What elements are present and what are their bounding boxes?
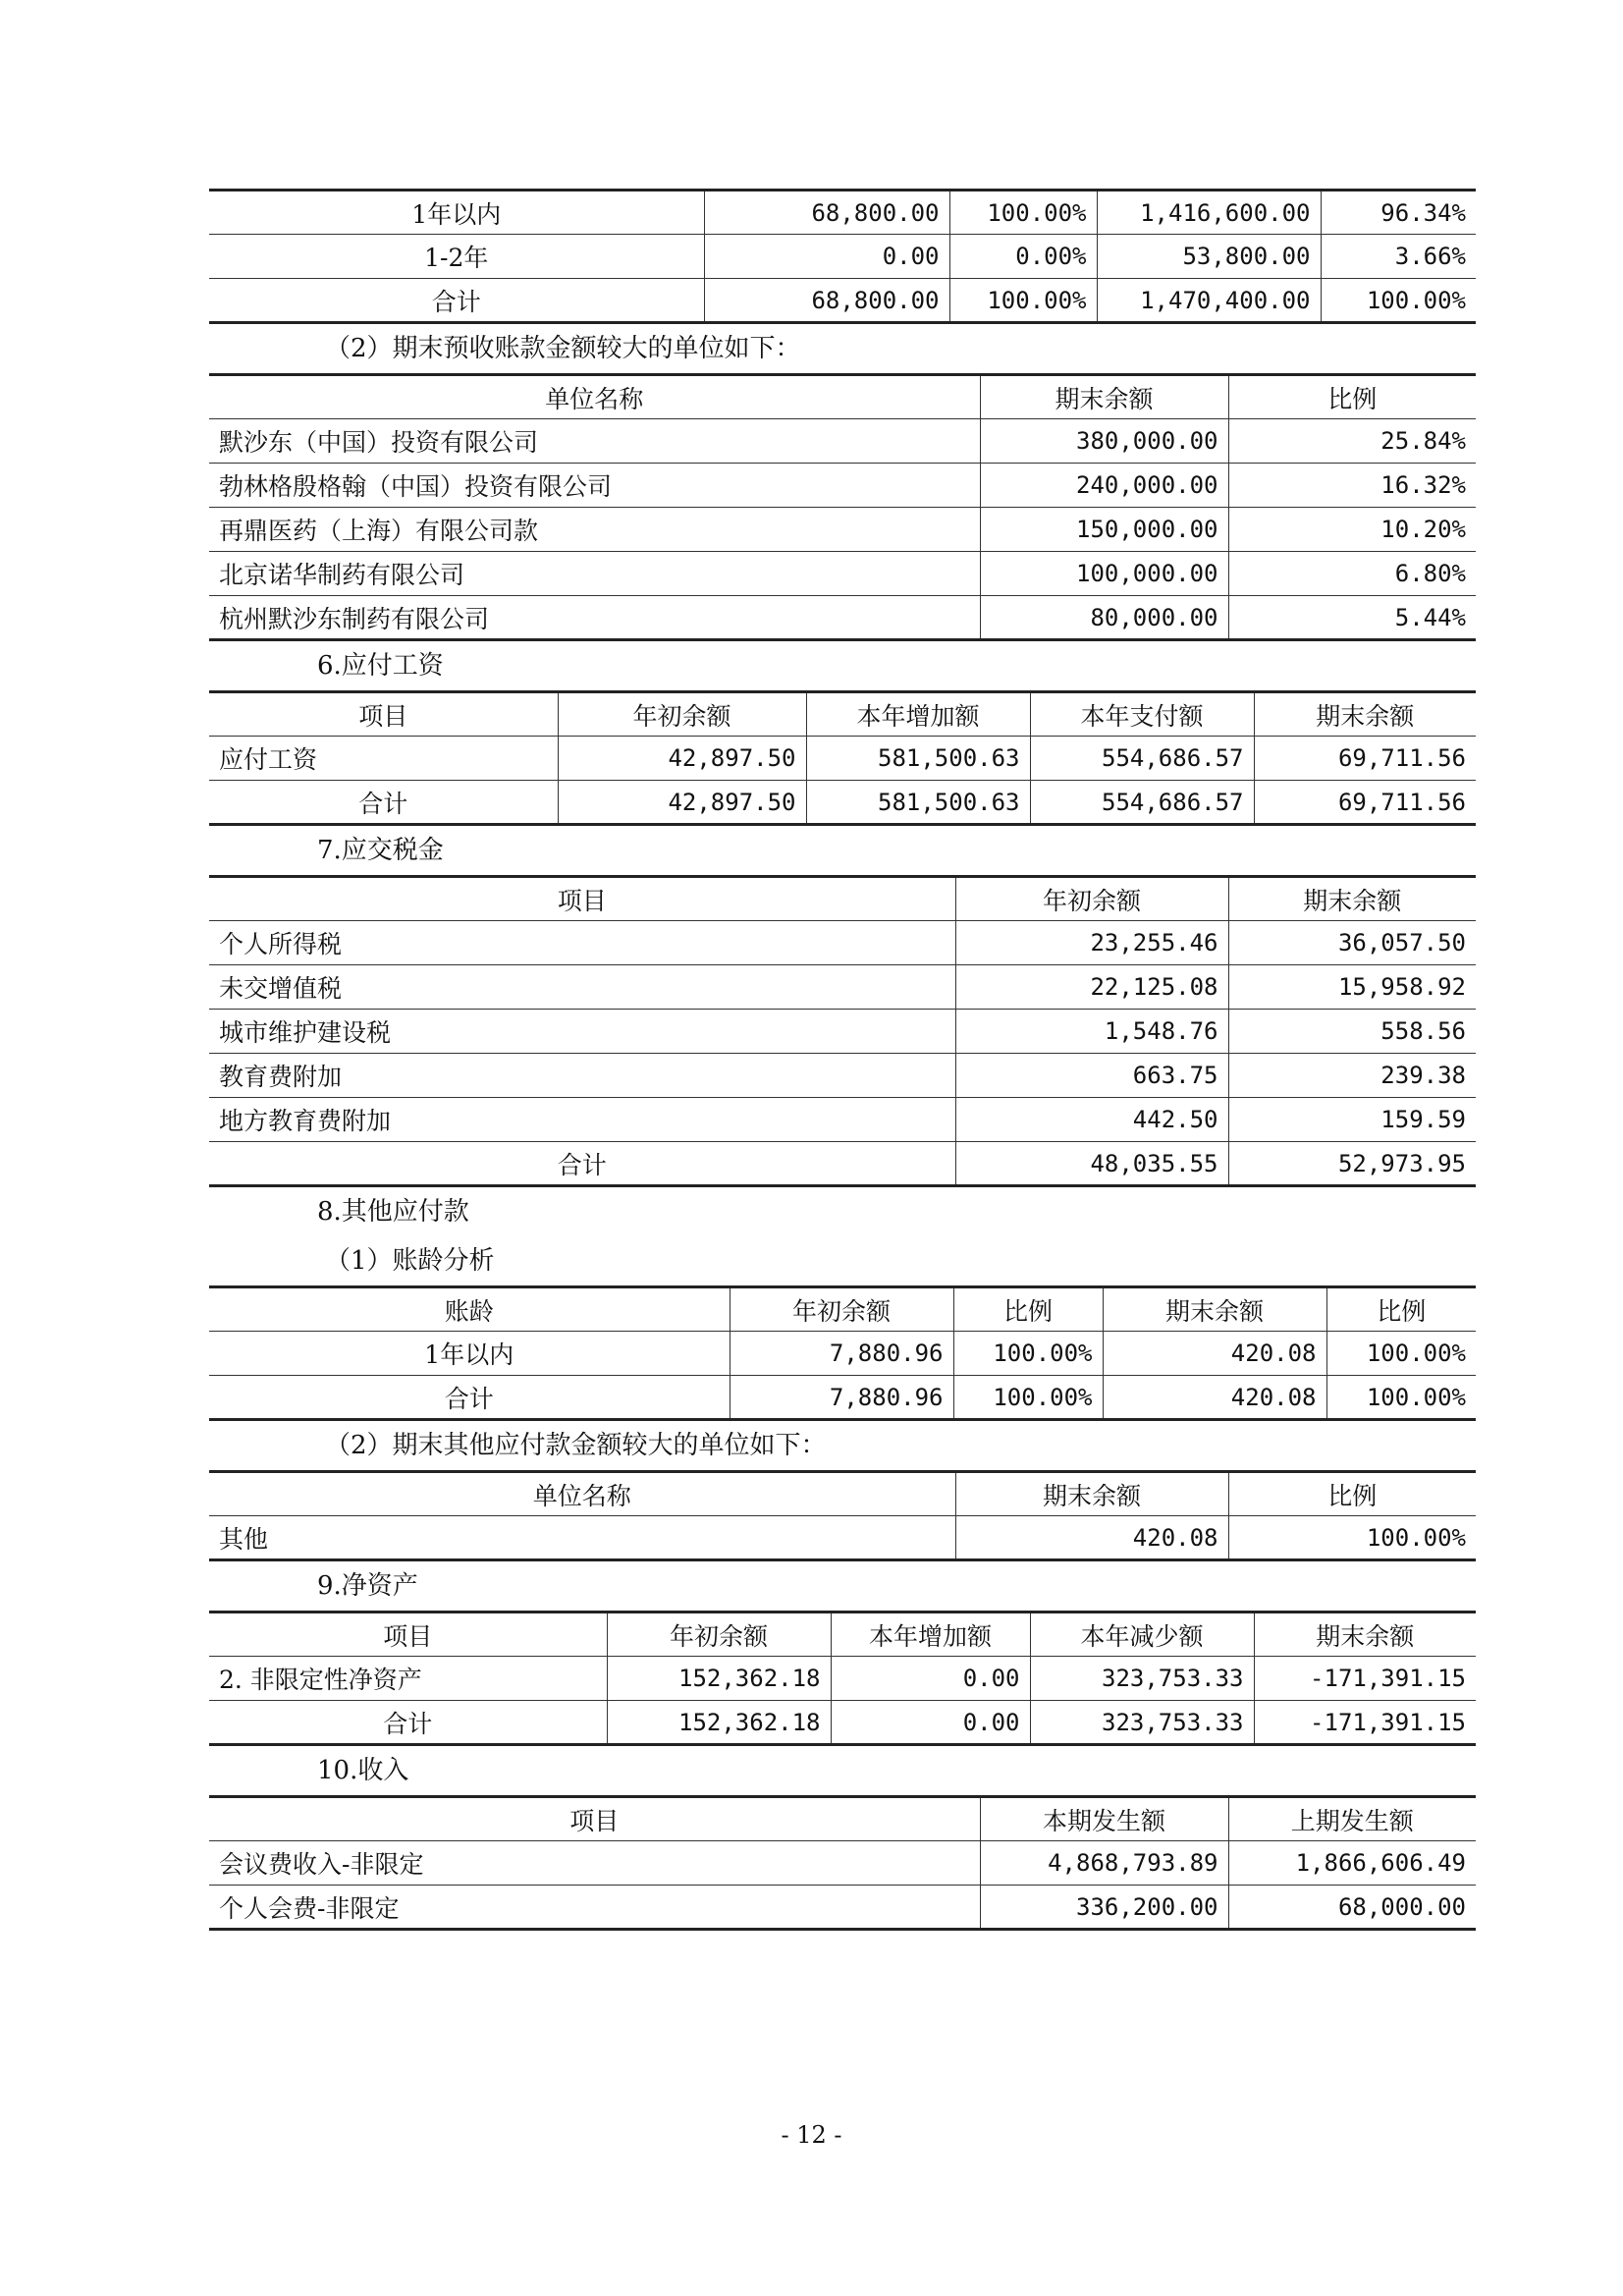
table-cell: 150,000.00	[980, 508, 1228, 552]
table-cell: 558.56	[1228, 1010, 1476, 1054]
document-page	[209, 189, 1476, 1931]
table-header-row	[209, 1613, 1476, 1657]
table-cell: 69,711.56	[1254, 781, 1476, 825]
table-cell: 100.00%	[1326, 1376, 1476, 1420]
table-cell: 69,711.56	[1254, 737, 1476, 781]
table-header-row	[209, 692, 1476, 737]
table-row	[209, 1516, 1476, 1560]
column-header: 本年支付额	[1030, 692, 1254, 737]
table-row	[209, 1701, 1476, 1745]
table-row	[209, 921, 1476, 965]
table-cell: 3.66%	[1321, 235, 1476, 279]
table-cell: 663.75	[955, 1054, 1228, 1098]
table-cell: 合计	[209, 279, 704, 323]
column-header: 单位名称	[209, 375, 980, 419]
table-row	[209, 596, 1476, 640]
table-cell: 合计	[209, 1376, 730, 1420]
table-row	[209, 1841, 1476, 1886]
table-row	[209, 1657, 1476, 1701]
table-row	[209, 1142, 1476, 1186]
table-cell: 5.44%	[1228, 596, 1476, 640]
table-cell: 48,035.55	[955, 1142, 1228, 1186]
table-cell: 100.00%	[949, 279, 1097, 323]
table-cell: 554,686.57	[1030, 781, 1254, 825]
table-cell: 42,897.50	[558, 781, 806, 825]
table-row	[209, 737, 1476, 781]
table-cell: 420.08	[1103, 1376, 1326, 1420]
table-cell: 再鼎医药（上海）有限公司款	[209, 508, 980, 552]
table-cell: 420.08	[955, 1516, 1228, 1560]
table-cell: 15,958.92	[1228, 965, 1476, 1010]
table-cell: 80,000.00	[980, 596, 1228, 640]
table-header-row	[209, 877, 1476, 921]
column-header: 比例	[953, 1287, 1103, 1332]
column-header: 期末余额	[980, 375, 1228, 419]
table-cell: 7,880.96	[730, 1332, 953, 1376]
table-row	[209, 965, 1476, 1010]
table-cell: 100.00%	[953, 1376, 1103, 1420]
aging-analysis-heading: （1）账龄分析	[325, 1246, 495, 1276]
table-cell: 个人所得税	[209, 921, 955, 965]
table-row	[209, 1332, 1476, 1376]
table-row	[209, 781, 1476, 825]
column-header: 项目	[209, 692, 558, 737]
table-cell: 2. 非限定性净资产	[209, 1657, 607, 1701]
table-cell: 152,362.18	[607, 1657, 831, 1701]
column-header: 比例	[1228, 375, 1476, 419]
table-cell: 杭州默沙东制药有限公司	[209, 596, 980, 640]
table-cell: 1年以内	[209, 1332, 730, 1376]
column-header: 比例	[1326, 1287, 1476, 1332]
column-header: 期末余额	[1254, 692, 1476, 737]
column-header: 上期发生额	[1228, 1797, 1476, 1841]
net-assets-table	[209, 1611, 1476, 1746]
column-header: 年初余额	[607, 1613, 831, 1657]
column-header: 项目	[209, 1613, 607, 1657]
table-cell: 159.59	[1228, 1098, 1476, 1142]
column-header: 本期发生额	[980, 1797, 1228, 1841]
table-cell: 个人会费-非限定	[209, 1886, 980, 1930]
table-cell: 7,880.96	[730, 1376, 953, 1420]
table-cell: 默沙东（中国）投资有限公司	[209, 419, 980, 464]
table-cell: 68,800.00	[704, 279, 949, 323]
other-payables-aging-table	[209, 1285, 1476, 1421]
table-row	[209, 1054, 1476, 1098]
table-row	[209, 1886, 1476, 1930]
column-header: 期末余额	[955, 1472, 1228, 1516]
table-cell: 北京诺华制药有限公司	[209, 552, 980, 596]
table-cell: 未交增值税	[209, 965, 955, 1010]
table-cell: 教育费附加	[209, 1054, 955, 1098]
table-cell: 0.00	[831, 1657, 1030, 1701]
table-cell: 22,125.08	[955, 965, 1228, 1010]
table-cell: 10.20%	[1228, 508, 1476, 552]
payroll-table	[209, 690, 1476, 826]
table-cell: 1,470,400.00	[1097, 279, 1321, 323]
table-cell: 323,753.33	[1030, 1657, 1254, 1701]
table-cell: 100,000.00	[980, 552, 1228, 596]
net-assets-heading: 9.净资产	[317, 1571, 418, 1601]
table-cell: 0.00	[831, 1701, 1030, 1745]
table-cell: 42,897.50	[558, 737, 806, 781]
table-cell: 合计	[209, 781, 558, 825]
table-cell: 442.50	[955, 1098, 1228, 1142]
table-cell: 勃林格殷格翰（中国）投资有限公司	[209, 464, 980, 508]
table-cell: 会议费收入-非限定	[209, 1841, 980, 1886]
table-row	[209, 508, 1476, 552]
table-cell: 城市维护建设税	[209, 1010, 955, 1054]
table-cell: 23,255.46	[955, 921, 1228, 965]
column-header: 本年增加额	[806, 692, 1030, 737]
table-cell: 380,000.00	[980, 419, 1228, 464]
table-header-row	[209, 375, 1476, 419]
page-number: - 12 -	[781, 2121, 842, 2149]
income-heading: 10.收入	[317, 1756, 409, 1785]
table-cell: 68,800.00	[704, 191, 949, 235]
table-cell: 16.32%	[1228, 464, 1476, 508]
table-row	[209, 552, 1476, 596]
payroll-heading: 6.应付工资	[317, 651, 444, 681]
column-header: 本年减少额	[1030, 1613, 1254, 1657]
table-cell: 1,416,600.00	[1097, 191, 1321, 235]
table-cell: 239.38	[1228, 1054, 1476, 1098]
column-header: 单位名称	[209, 1472, 955, 1516]
table-cell: 52,973.95	[1228, 1142, 1476, 1186]
table-cell: 1-2年	[209, 235, 704, 279]
table-header-row	[209, 1797, 1476, 1841]
table-cell: 152,362.18	[607, 1701, 831, 1745]
table-cell: 420.08	[1103, 1332, 1326, 1376]
table-cell: -171,391.15	[1254, 1701, 1476, 1745]
table-row	[209, 279, 1476, 323]
table-row	[209, 419, 1476, 464]
table-cell: 应付工资	[209, 737, 558, 781]
taxes-heading: 7.应交税金	[317, 836, 444, 865]
other-payables-units-heading: （2）期末其他应付款金额较大的单位如下：	[325, 1431, 827, 1460]
table-cell: 0.00%	[949, 235, 1097, 279]
column-header: 期末余额	[1228, 877, 1476, 921]
table-row	[209, 1376, 1476, 1420]
table-cell: 100.00%	[953, 1332, 1103, 1376]
table-cell: 1,866,606.49	[1228, 1841, 1476, 1886]
table-cell: 581,500.63	[806, 781, 1030, 825]
table-row	[209, 235, 1476, 279]
table-row	[209, 464, 1476, 508]
table-cell: 25.84%	[1228, 419, 1476, 464]
table-cell: -171,391.15	[1254, 1657, 1476, 1701]
table-cell: 36,057.50	[1228, 921, 1476, 965]
table-cell: 100.00%	[1228, 1516, 1476, 1560]
table-cell: 合计	[209, 1701, 607, 1745]
other-payables-heading: 8.其他应付款	[317, 1197, 469, 1227]
column-header: 账龄	[209, 1287, 730, 1332]
other-payables-units-table	[209, 1470, 1476, 1561]
table-cell: 68,000.00	[1228, 1886, 1476, 1930]
table-header-row	[209, 1287, 1476, 1332]
table-cell: 53,800.00	[1097, 235, 1321, 279]
table-cell: 1年以内	[209, 191, 704, 235]
table-cell: 96.34%	[1321, 191, 1476, 235]
taxes-table	[209, 875, 1476, 1187]
table-cell: 0.00	[704, 235, 949, 279]
advance-receipts-table	[209, 373, 1476, 641]
table-cell: 336,200.00	[980, 1886, 1228, 1930]
income-table	[209, 1795, 1476, 1931]
column-header: 项目	[209, 877, 955, 921]
column-header: 年初余额	[558, 692, 806, 737]
table-cell: 地方教育费附加	[209, 1098, 955, 1142]
column-header: 期末余额	[1254, 1613, 1476, 1657]
column-header: 期末余额	[1103, 1287, 1326, 1332]
table-cell: 554,686.57	[1030, 737, 1254, 781]
table-cell: 100.00%	[1321, 279, 1476, 323]
column-header: 比例	[1228, 1472, 1476, 1516]
column-header: 年初余额	[955, 877, 1228, 921]
table-header-row	[209, 1472, 1476, 1516]
table-cell: 100.00%	[949, 191, 1097, 235]
table-cell: 100.00%	[1326, 1332, 1476, 1376]
table-cell: 6.80%	[1228, 552, 1476, 596]
table-cell: 其他	[209, 1516, 955, 1560]
table-row	[209, 1010, 1476, 1054]
table-cell: 合计	[209, 1142, 955, 1186]
table-cell: 240,000.00	[980, 464, 1228, 508]
table-cell: 4,868,793.89	[980, 1841, 1228, 1886]
table-row	[209, 1098, 1476, 1142]
aging-table-top	[209, 189, 1476, 324]
column-header: 年初余额	[730, 1287, 953, 1332]
column-header: 本年增加额	[831, 1613, 1030, 1657]
table-cell: 581,500.63	[806, 737, 1030, 781]
table-cell: 1,548.76	[955, 1010, 1228, 1054]
column-header: 项目	[209, 1797, 980, 1841]
table-cell: 323,753.33	[1030, 1701, 1254, 1745]
advance-receipts-heading: （2）期末预收账款金额较大的单位如下：	[325, 334, 801, 363]
table-row	[209, 191, 1476, 235]
